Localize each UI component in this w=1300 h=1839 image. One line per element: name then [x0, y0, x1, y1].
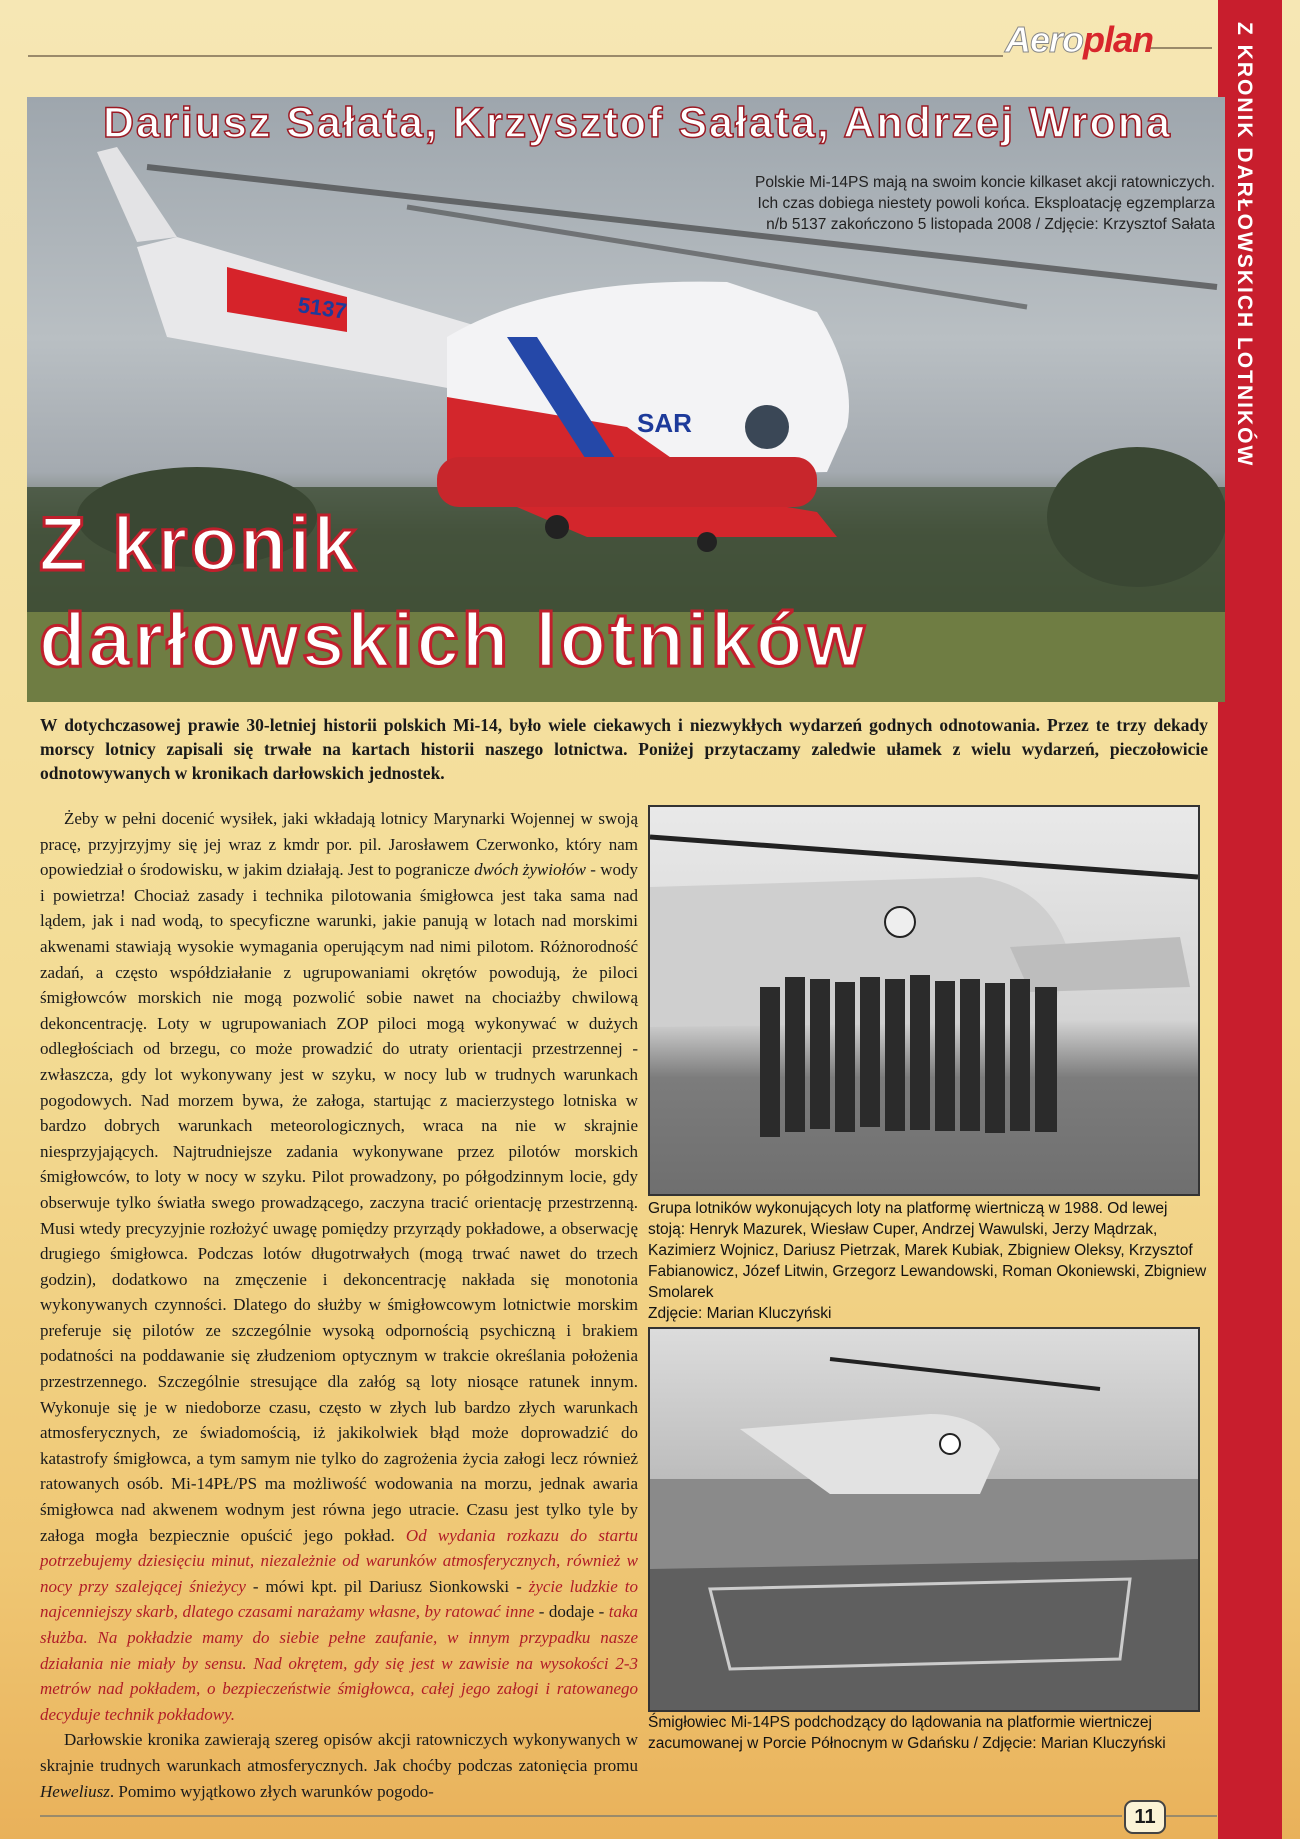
body-paragraph-1: [40, 806, 638, 1727]
crew-photo-caption: [648, 1198, 1208, 1324]
heli-sar-marking: SAR: [637, 408, 692, 438]
aeroplan-logo: [1005, 19, 1154, 60]
title-line-1: Z kronik: [39, 502, 359, 587]
red-cross-marking: [940, 1434, 960, 1454]
body-text: - dodaje -: [534, 1602, 609, 1622]
tree-clump-right: [1047, 447, 1225, 587]
hero-photo: [27, 97, 1225, 702]
helideck: [650, 1559, 1198, 1710]
body-emphasis: dwóch żywiołów: [474, 860, 587, 880]
body-text: . Pomimo wyjątkowo złych warunków pogodo-: [109, 1781, 434, 1801]
tail-fin: [97, 147, 177, 242]
title-line-2: darłowskich lotników: [39, 598, 868, 683]
article-title: [39, 497, 868, 689]
crew-caption-text: Grupa lotników wykonujących loty na platformę wiertniczą w 1988. Od lewej stoją: Henryk Mazurek, Wiesław Cuper, Andrzej Wawulski, Jerzy Mądrzak, Kazimierz Wojnicz, Dariusz Pietrzak, Marek Kubiak, Zbigniew Oleksy, Krzysztof Fabianowicz, Józef Litwin, Grzegorz Lewandowski, Roman Okoniewski, Zbigniew Smolarek: [648, 1200, 1207, 1301]
body-text: - wody i powietrza! Chociaż zasady i technika pilotowania śmigłowca jest taka sama nad lądem, jak i nad wodą, to specyficzne warunki, jakie panują w lotach nad morskimi akwenami stawiają wysokie wymagania operującym nad nimi pilotom. Różnorodność zadań, a często współdziałanie z ugrupowaniami okrętów powodują, że piloci śmigłowców morskich nie mogą pozwolić sobie nawet na chociażby chwilową dekoncentrację. Loty w ugrupowaniach ZOP piloci mogą wykonywać w dużych odległościach od brzegu, co może prowadzić do utraty orientacji przestrzennej - zwłaszcza, gdy lot wykonywany jest w szyku, w nocy lub w trudnych warunkach pogodowych. Nad morzem bywa, że załoga, startując z macierzystego lotniska w bardzo dobrych warunkach meteorologicznych, wraca na nie w skrajnie niesprzyjających. Najtrudniejsze zadania wykonywane przez pilotów morskich śmigłowców, to loty w nocy w szyku. Pilot prowadzony, po półgodzinnym locie, gdy obserwuje tylko światła swego prowadzącego, zaczyna tracić orientację przestrzenną. Musi wtedy precyzyjnie rozłożyć uwagę pomiędzy przyrządy pokładowe, a obserwację drugiego śmigłowca. Podczas lotów długotrwałych (mogą trwać nawet do trzech godzin), dodatkowo na zmęczenie i dekoncentrację nakłada się monotonia wykonywanych czynności. Dlatego do służby w śmigłowcowym lotnictwie morskim preferuje się pilotów ze szczególnie wysoką odpornością psychiczną i brakiem podatności na poddawanie się złudzeniom optycznym w trakcie określania położenia przestrzennego. Szczególnie stresujące dla załóg są loty niosące ratunek innym. Wykonuje się je w niedoborze czasu, często w złych lub bardzo złych warunkach atmosferycznych, ze świadomością, iż jakikolwiek błąd może doprowadzić do katastrofy śmigłowca, a tym samym nie tylko do zagrożenia życia załogi lecz również ratowanych osób. Mi-14PŁ/PS ma możliwość wodowania na morzu, jednak awaria śmigłowca nad akwenem wodnym jest równa jego utracie. Czasu jest tylko tyle by załoga mogła bezpiecznie opuścić jego pokład.: [40, 860, 638, 1545]
quote: taka służba. Na pokładzie mamy do siebie pełne zaufanie, w innym przypadku nasze działania nie miały by sensu. Nad okrętem, gdy się jest w zawisie na wysokości 2-3 metrów nad pokładem, o bezpieczeństwie śmigłowca, całej jego załogi i ratowanego decyduje technik pokładowy.: [40, 1602, 638, 1724]
quote: życie ludzkie to najcenniejszy skarb, dlatego czasami narażamy własne, by ratować inne: [40, 1576, 638, 1622]
rotor-blade: [650, 837, 1198, 877]
body-text: Darłowskie kronika zawierają szereg opisów akcji ratowniczych wykonywanych w skrajnie trudnych warunkach atmosferycznych. Jak choćby podczas zatonięcia promu: [40, 1730, 638, 1775]
hero-caption: Polskie Mi-14PS mają na swoim koncie kilkaset akcji ratowniczych. Ich czas dobiega niestety powoli końca. Eksploatację egzemplarza n/b 5137 zakończono 5 listopada 2008 / Zdjęcie: Krzysztof Sałata: [755, 174, 1215, 233]
lead-paragraph: W dotychczasowej prawie 30-letniej historii polskich Mi-14, było wiele ciekawych i niezwykłych wydarzeń godnych odnotowania. Przez te trzy dekady morscy lotnicy zapisali się trwałe na kartach historii naszego lotnictwa. Poniżej przytaczamy zaledwie ułamek z wielu wydarzeń, pieczołowicie odnotowywanych w kronikach darłowskich jednostek.: [40, 715, 1208, 783]
heli-number: 5137: [296, 292, 349, 324]
platform-photo-caption: Śmigłowiec Mi-14PS podchodzący do lądowania na platformie wiertniczej zacumowanej w Porcie Północnym w Gdańsku / Zdjęcie: Marian Kluczyński: [648, 1714, 1166, 1752]
crew-photo-illustration: [650, 807, 1198, 1194]
rotor-blade: [830, 1359, 1100, 1389]
article-body: [40, 806, 638, 1804]
quote: Od wydania rozkazu do startu potrzebujemy dziesięciu minut, niezależnie od warunków atmosferycznych, również w nocy przy szalejącej śnieżycy: [40, 1525, 638, 1596]
authors: Dariusz Sałata, Krzysztof Sałata, Andrzej Wrona: [103, 99, 1172, 147]
cockpit-window: [745, 405, 789, 449]
crew-photo: [648, 805, 1200, 1196]
platform-photo-illustration: [650, 1329, 1198, 1710]
body-emphasis: Heweliusz: [40, 1781, 110, 1801]
body-text: - mówi kpt. pil Dariusz Sionkowski -: [245, 1576, 529, 1596]
header-rule: [28, 55, 1003, 57]
footer-rule: [40, 1815, 1122, 1817]
logo-part2: plan: [1083, 19, 1154, 60]
logo-part1: Aero: [1005, 19, 1084, 60]
header-rule-right: [1150, 47, 1212, 49]
body-paragraph-2: [40, 1727, 638, 1804]
crew-caption-credit: Zdjęcie: Marian Kluczyński: [648, 1305, 832, 1322]
platform-photo: [648, 1327, 1200, 1712]
page-number: 11: [1124, 1800, 1166, 1834]
footer-rule-right: [1165, 1815, 1217, 1817]
sidebar-title: Z KRONIK DARŁOWSKICH LOTNIKÓW: [1233, 22, 1256, 468]
red-cross-marking: [885, 907, 915, 937]
body-text: Żeby w pełni docenić wysiłek, jaki wkładają lotnicy Marynarki Wojennej w swoją pracę, przyjrzyjmy się jej wraz z kmdr por. pil. Jarosławem Czerwonko, który nam opowiedział o środowisku, w jakim działają. Jest to pograniczе: [40, 809, 638, 880]
